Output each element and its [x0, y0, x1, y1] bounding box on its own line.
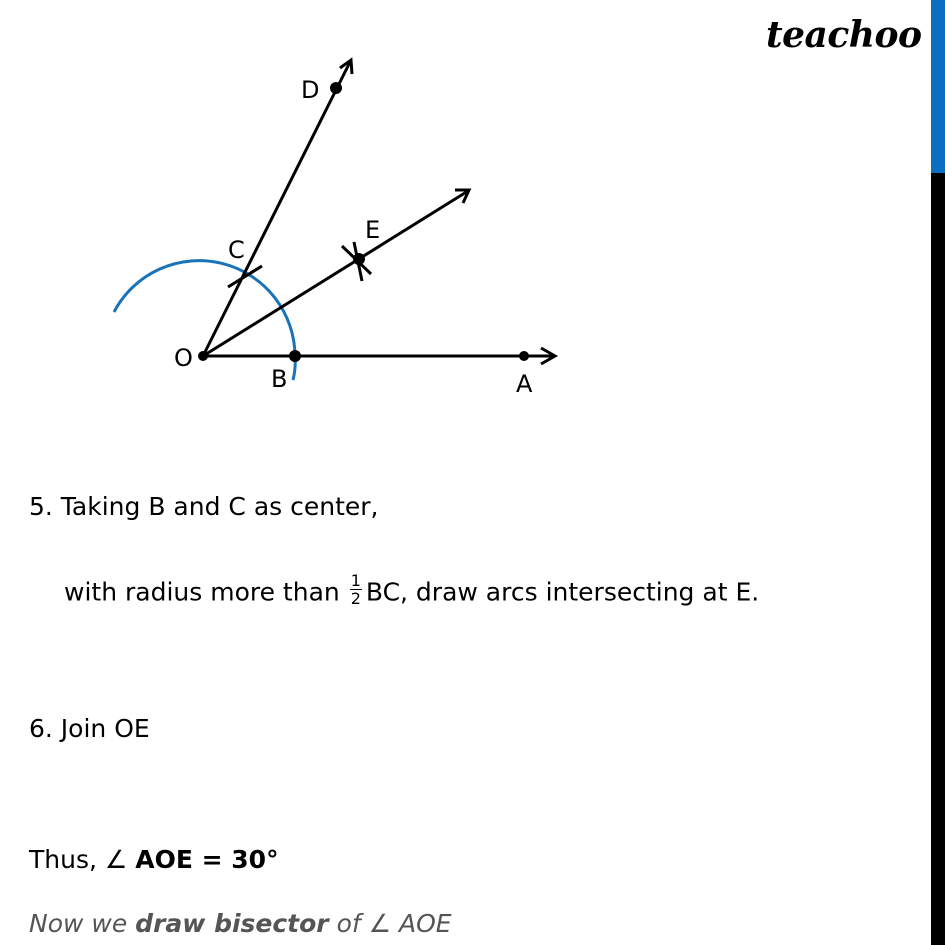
label-a: A: [516, 370, 533, 398]
step-5-line-2: [64, 571, 760, 611]
note-text-1: Now we: [29, 909, 136, 938]
step-5-text-before: with radius more than: [64, 577, 340, 607]
fraction-one-half: [350, 572, 362, 607]
fraction-denominator: 2: [350, 589, 361, 608]
next-step-note: [29, 909, 452, 938]
point-d: [330, 82, 342, 94]
conclusion-angle-value: AOE = 30°: [135, 845, 279, 874]
point-b: [289, 350, 301, 362]
label-b: B: [271, 365, 288, 393]
teachoo-logo: teachoo: [766, 14, 922, 56]
label-c: C: [228, 236, 245, 264]
conclusion: [29, 845, 279, 874]
point-e: [353, 253, 365, 265]
conclusion-prefix: Thus, ∠: [29, 845, 136, 874]
step-5-text-after: BC, draw arcs intersecting at E.: [365, 577, 760, 607]
label-o: O: [174, 344, 193, 372]
fraction-numerator: 1: [350, 571, 361, 590]
construction-arc: [114, 261, 295, 380]
label-e: E: [365, 216, 381, 244]
note-text-2: of ∠ AOE: [328, 909, 452, 938]
angle-construction-diagram: [0, 0, 945, 450]
point-o: [198, 351, 208, 361]
step-6: 6. Join OE: [29, 714, 150, 743]
label-d: D: [301, 76, 320, 104]
point-a: [519, 351, 529, 361]
note-bold: draw bisector: [135, 909, 329, 938]
step-5-line-1: 5. Taking B and C as center,: [29, 492, 379, 521]
